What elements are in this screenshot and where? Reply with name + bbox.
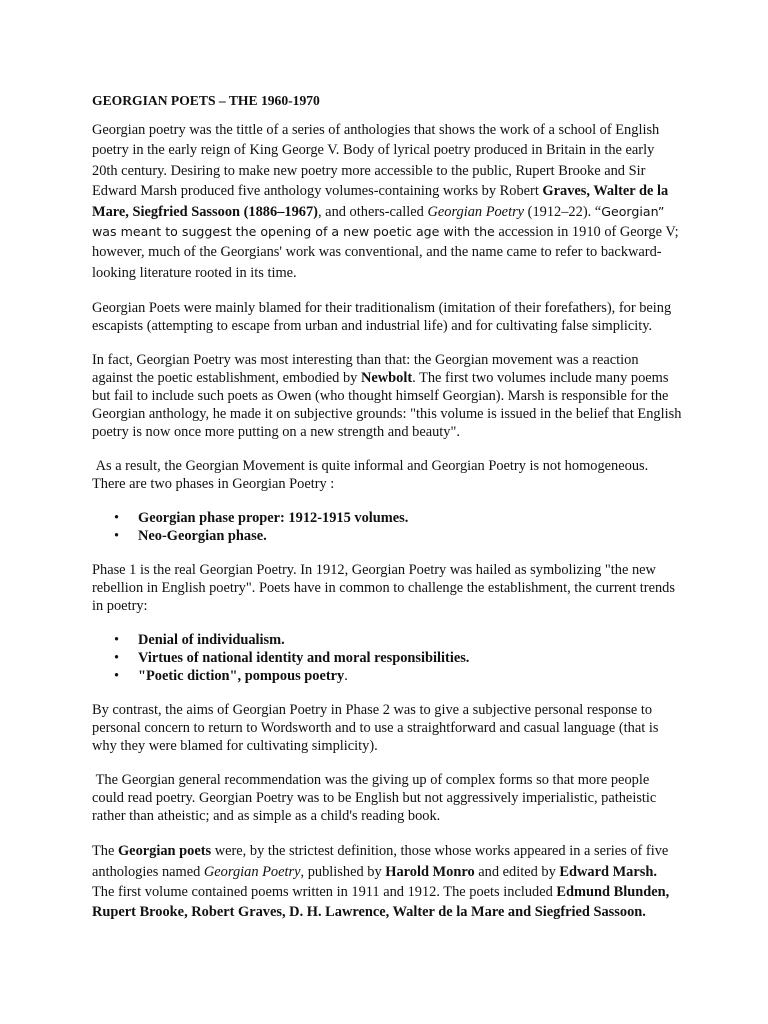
bold-poet-names: Graves, Walter de la Mare, Siegfried Sassoon (1886–1967) — [92, 183, 669, 220]
text-span: and edited by — [474, 863, 560, 880]
paragraph-phase-2: By contrast, the aims of Georgian Poetry in Phase 2 was to give a subjective personal response to personal concern to return to Wordsworth and to use a straightforward and casual language (that is why they were blamed for cultivating simplicity). — [92, 702, 659, 755]
text-span: , and others-called — [317, 203, 428, 220]
bold-newbolt: Newbolt — [360, 370, 413, 387]
list-item — [92, 667, 682, 685]
list-item-text: "Poetic diction", pompous poetry — [138, 668, 345, 685]
phases-list — [92, 509, 682, 545]
text-span: . The first two volumes include many poems but fail to include such poets as Owen (who thought himself Georgian). Marsh is responsible for the Georgian anthology, he made it on subjective grounds: "this volume is issued in the belief that English poetry is now once more putting on a new strength and beauty". — [92, 370, 682, 441]
paragraph-recommendation: The Georgian general recommendation was the giving up of complex forms so that more people could read poetry. Georgian Poetry was to be English but not aggressively imperialistic, patheistic rather than atheistic; and as simple as a child's reading book. — [92, 772, 660, 825]
list-item: • Georgian phase proper: 1912-1915 volumes. — [92, 509, 682, 527]
list-item: • Virtues of national identity and moral responsibilities. — [92, 649, 682, 667]
list-item: • Neo-Georgian phase. — [92, 527, 682, 545]
text-span: The — [92, 843, 118, 860]
paragraph-intro — [92, 120, 682, 283]
text-span: (1912–22). “ — [524, 203, 602, 220]
bold-name: Harold Monro — [385, 863, 475, 880]
trends-list — [92, 631, 682, 685]
list-item: • Denial of individualism. — [92, 631, 682, 649]
bold-term: Georgian poets — [117, 843, 212, 860]
paragraph-in-fact — [92, 351, 682, 441]
text-span: , published by — [300, 863, 386, 880]
document-page — [92, 92, 682, 939]
page-title: GEORGIAN POETS – THE 1960-1970 — [92, 93, 320, 108]
text-span: Georgian poetry was the tittle of a series of anthologies that shows the work of a school of English poetry in the early reign of King George V. Body of lyrical poetry produced in Britain in the early 20th century. Desiring to make new poetry more accessible to the public, Rupert Brooke and Sir Edward Marsh produced five anthology volumes-containing works by Robert — [92, 122, 660, 200]
italic-title: Georgian Poetry — [203, 863, 301, 880]
text-span: accession in 1910 of George V; however, much of the Georgians' work was conventional, and the name came to refer to backward-looking literature rooted in its time. — [92, 224, 679, 281]
paragraph-as-a-result: As a result, the Georgian Movement is quite informal and Georgian Poetry is not homogeneous. There are two phases in Georgian Poetry : — [92, 458, 652, 493]
paragraph-criticism: Georgian Poets were mainly blamed for their traditionalism (imitation of their forefathers), for being escapists (attempting to escape from urban and industrial life) and for cultivating false simplicity. — [92, 300, 672, 335]
text-span: were, by the strictest definition, those whose works appeared in a series of five anthologies named — [92, 843, 669, 880]
paragraph-phase-1: Phase 1 is the real Georgian Poetry. In 1912, Georgian Poetry was hailed as symbolizing "the new rebellion in English poetry". Poets have in common to challenge the establishment, the current trends in poetry: — [92, 562, 675, 615]
text-span: In fact, Georgian Poetry was most interesting than that: the Georgian movement was a reaction against the poetic establishment, embodied by — [92, 352, 639, 387]
text-span: The first volume contained poems written in 1911 and 1912. The poets included — [92, 884, 557, 901]
list-item-tail: . — [344, 668, 348, 685]
sans-text-span: Georgian” was meant to suggest the opening of a new poetic age with the — [92, 203, 665, 240]
bold-poet-list: Edmund Blunden, Rupert Brooke, Robert Graves, D. H. Lawrence, Walter de la Mare and Siegfried Sassoon. — [92, 884, 670, 921]
paragraph-definition — [92, 841, 682, 923]
bold-name: Edward Marsh. — [559, 863, 657, 880]
italic-title: Georgian Poetry — [427, 203, 525, 220]
